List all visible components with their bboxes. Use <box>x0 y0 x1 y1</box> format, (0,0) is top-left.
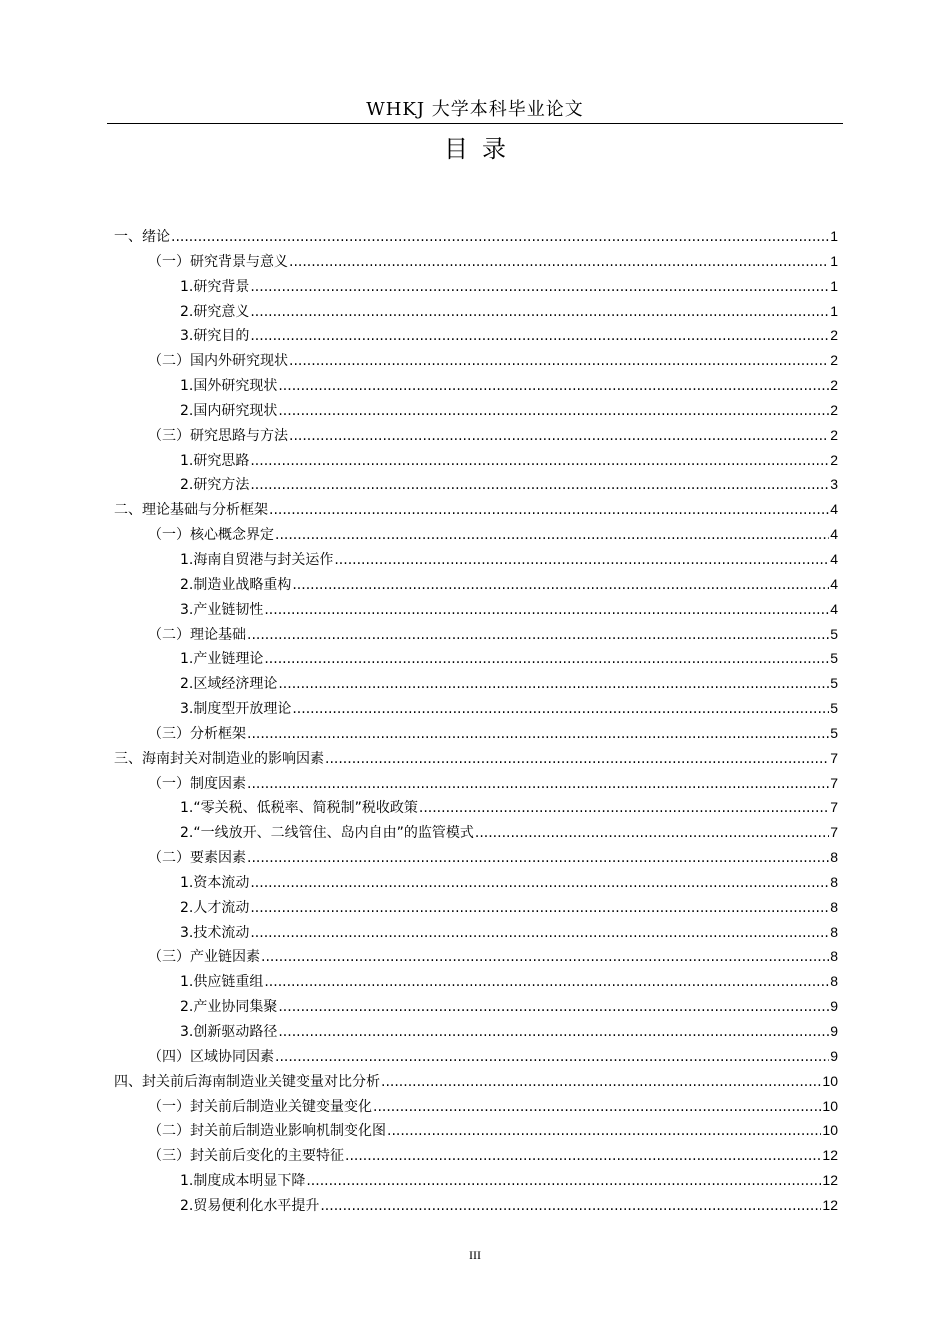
toc-entry-text: （三）封关前后变化的主要特征 <box>148 1148 344 1165</box>
toc-dot-leader <box>250 449 829 473</box>
toc-entry[interactable] <box>114 547 838 572</box>
toc-entry-text: 3.制度型开放理论 <box>180 701 292 718</box>
toc-entry-text: 2.产业协同集聚 <box>180 999 278 1016</box>
toc-dot-leader <box>278 995 829 1019</box>
toc-entry-page: 9 <box>830 1023 838 1039</box>
toc-entry-page: 7 <box>830 774 838 791</box>
toc-entry-text: （三）产业链因素 <box>148 949 260 966</box>
toc-entry[interactable] <box>114 1193 838 1218</box>
toc-dot-leader <box>250 300 829 324</box>
toc-entry[interactable] <box>114 597 838 622</box>
toc-entry-text: （一）研究背景与意义 <box>148 253 288 270</box>
toc-dot-leader <box>292 697 829 721</box>
toc-entry-page: 2 <box>830 451 838 468</box>
toc-entry-page: 4 <box>830 550 838 567</box>
toc-entry-text: 1.海南自贸港与封关运作 <box>180 551 334 568</box>
toc-title: 目录 <box>444 135 520 163</box>
toc-entry-page: 8 <box>830 973 838 990</box>
toc-entry-text: 3.研究目的 <box>180 328 250 345</box>
toc-entry[interactable] <box>114 572 838 597</box>
toc-entry-page: 8 <box>830 898 838 915</box>
toc-entry-text: 2.区域经济理论 <box>180 676 278 693</box>
toc-entry-text: 三、海南封关对制造业的影响因素 <box>114 750 324 767</box>
toc-entry[interactable] <box>114 398 838 423</box>
toc-entry-text: （二）封关前后制造业影响机制变化图 <box>148 1123 386 1140</box>
toc-entry-page: 3 <box>830 476 838 493</box>
toc-entry-page: 5 <box>830 675 838 692</box>
toc-entry[interactable] <box>114 1143 838 1168</box>
toc-dot-leader <box>334 548 829 572</box>
toc-entry-page: 7 <box>830 749 838 766</box>
toc-dot-leader <box>475 821 829 845</box>
toc-entry[interactable] <box>114 423 838 448</box>
toc-dot-leader <box>275 523 829 547</box>
toc-entry-page: 4 <box>830 501 838 518</box>
toc-entry-page: 4 <box>830 600 838 617</box>
toc-entry[interactable] <box>114 944 838 969</box>
toc-dot-leader <box>250 324 829 348</box>
toc-entry[interactable] <box>114 622 838 647</box>
toc-entry[interactable] <box>114 671 838 696</box>
toc-dot-leader <box>419 796 829 820</box>
toc-entry-text: 2.研究方法 <box>180 477 250 494</box>
toc-entry-page: 2 <box>830 352 838 369</box>
toc-dot-leader <box>289 349 829 373</box>
toc-entry-page: 10 <box>822 1097 838 1114</box>
toc-entry[interactable] <box>114 696 838 721</box>
toc-dot-leader <box>373 1095 821 1119</box>
toc-entry-text: 四、封关前后海南制造业关键变量对比分析 <box>114 1073 380 1090</box>
toc-entry[interactable] <box>114 994 838 1019</box>
toc-dot-leader <box>387 1119 821 1143</box>
toc-dot-leader <box>278 399 829 423</box>
page-header-title: WHKJ 大学本科毕业论文 <box>366 99 584 120</box>
toc-entry-text: （二）要素因素 <box>148 850 246 867</box>
toc-entry-text: 1.制度成本明显下降 <box>180 1173 306 1190</box>
toc-entry[interactable] <box>114 969 838 994</box>
toc-entry[interactable] <box>114 1168 838 1193</box>
toc-entry-text: 2.制造业战略重构 <box>180 576 292 593</box>
toc-entry-page: 2 <box>830 377 838 394</box>
toc-entry-text: 1.资本流动 <box>180 874 250 891</box>
toc-dot-leader <box>250 473 829 497</box>
toc-entry-text: （三）分析框架 <box>148 725 246 742</box>
toc-dot-leader <box>247 772 829 796</box>
toc-entry-text: 1.国外研究现状 <box>180 378 278 395</box>
toc-entry-text: 2.人才流动 <box>180 899 250 916</box>
toc-entry[interactable] <box>114 920 838 945</box>
page-number: III <box>469 1248 481 1262</box>
toc-dot-leader <box>171 225 829 249</box>
toc-entry-page: 5 <box>830 724 838 741</box>
toc-entry[interactable] <box>114 646 838 671</box>
toc-dot-leader <box>250 921 829 945</box>
toc-dot-leader <box>289 424 829 448</box>
toc-entry-page: 4 <box>830 526 838 543</box>
toc-entry-text: 1.供应链重组 <box>180 974 264 991</box>
toc-entry[interactable] <box>114 1044 838 1069</box>
toc-entry-page: 7 <box>830 824 838 841</box>
toc-dot-leader <box>278 1020 829 1044</box>
toc-entry-text: 1.研究思路 <box>180 452 250 469</box>
toc-entry[interactable] <box>114 746 838 771</box>
toc-dot-leader <box>247 846 829 870</box>
toc-entry-page: 5 <box>830 625 838 642</box>
toc-entry[interactable] <box>114 721 838 746</box>
toc-entry-page: 8 <box>830 948 838 965</box>
toc-entry-page: 8 <box>830 923 838 940</box>
toc-entry-text: 2.“一线放开、二线管住、岛内自由”的监管模式 <box>180 825 474 842</box>
header-divider <box>107 123 843 124</box>
toc-entry-text: （二）国内外研究现状 <box>148 353 288 370</box>
toc-entry[interactable] <box>114 820 838 845</box>
toc-entry-text: 一、绪论 <box>114 229 170 245</box>
toc-dot-leader <box>325 747 829 771</box>
toc-entry-page: 12 <box>822 1172 838 1189</box>
toc-entry-page: 10 <box>822 1122 838 1139</box>
toc-entry-page: 9 <box>830 1047 838 1064</box>
toc-entry-text: 2.研究意义 <box>180 303 250 320</box>
toc-entry-text: 3.技术流动 <box>180 924 250 941</box>
toc-entry-text: 3.创新驱动路径 <box>180 1024 278 1040</box>
toc-entry[interactable] <box>114 497 838 522</box>
toc-entry[interactable] <box>114 845 838 870</box>
table-of-contents <box>114 224 838 1218</box>
toc-entry-text: 1.研究背景 <box>180 278 250 295</box>
toc-entry-text: 1.产业链理论 <box>180 651 264 668</box>
toc-entry-page: 1 <box>830 228 838 244</box>
toc-entry[interactable] <box>114 274 838 299</box>
toc-entry-page: 2 <box>830 327 838 344</box>
toc-dot-leader <box>320 1194 821 1218</box>
toc-entry-page: 1 <box>830 277 838 294</box>
toc-entry[interactable] <box>114 771 838 796</box>
toc-entry[interactable] <box>114 348 838 373</box>
toc-dot-leader <box>381 1070 821 1094</box>
toc-entry-text: （一）核心概念界定 <box>148 527 274 544</box>
toc-entry-page: 7 <box>830 799 838 816</box>
toc-dot-leader <box>247 623 829 647</box>
toc-entry[interactable] <box>114 472 838 497</box>
toc-dot-leader <box>269 498 829 522</box>
toc-entry[interactable] <box>114 323 838 348</box>
toc-entry[interactable] <box>114 870 838 895</box>
toc-entry-text: 2.贸易便利化水平提升 <box>180 1197 320 1214</box>
toc-dot-leader <box>306 1169 821 1193</box>
toc-entry-text: （二）理论基础 <box>148 626 246 643</box>
toc-entry-text: 二、理论基础与分析框架 <box>114 502 268 519</box>
toc-dot-leader <box>264 647 829 671</box>
toc-entry-text: （一）封关前后制造业关键变量变化 <box>148 1098 372 1115</box>
toc-dot-leader <box>289 250 829 274</box>
toc-dot-leader <box>264 598 829 622</box>
toc-dot-leader <box>278 672 829 696</box>
toc-entry-page: 8 <box>830 849 838 866</box>
toc-entry-page: 1 <box>830 302 838 319</box>
toc-entry[interactable] <box>114 795 838 820</box>
toc-dot-leader <box>250 896 829 920</box>
toc-dot-leader <box>275 1045 829 1069</box>
toc-entry-text: （四）区域协同因素 <box>148 1048 274 1065</box>
toc-entry-text: 1.“零关税、低税率、简税制”税收政策 <box>180 800 418 817</box>
toc-entry-page: 1 <box>830 252 838 269</box>
toc-dot-leader <box>250 275 829 299</box>
toc-dot-leader <box>250 871 829 895</box>
toc-entry[interactable] <box>114 522 838 547</box>
toc-entry-page: 4 <box>830 575 838 592</box>
toc-entry-page: 5 <box>830 700 838 717</box>
toc-entry-page: 12 <box>822 1196 838 1213</box>
toc-entry-page: 5 <box>830 650 838 667</box>
toc-entry[interactable] <box>114 1118 838 1143</box>
toc-entry[interactable] <box>114 448 838 473</box>
toc-entry-page: 8 <box>830 873 838 890</box>
toc-entry-page: 9 <box>830 998 838 1015</box>
toc-entry-text: （三）研究思路与方法 <box>148 427 288 444</box>
toc-entry[interactable] <box>114 895 838 920</box>
toc-entry-text: 3.产业链韧性 <box>180 601 264 618</box>
toc-dot-leader <box>264 970 829 994</box>
toc-entry-page: 10 <box>822 1072 838 1089</box>
toc-entry[interactable] <box>114 224 838 249</box>
toc-dot-leader <box>345 1144 821 1168</box>
toc-dot-leader <box>278 374 829 398</box>
toc-entry[interactable] <box>114 299 838 324</box>
toc-entry[interactable] <box>114 1094 838 1119</box>
toc-entry-page: 2 <box>830 401 838 418</box>
toc-entry-page: 2 <box>830 426 838 443</box>
toc-dot-leader <box>292 573 829 597</box>
toc-entry-text: （一）制度因素 <box>148 775 246 792</box>
toc-entry[interactable] <box>114 1019 838 1044</box>
toc-entry[interactable] <box>114 249 838 274</box>
toc-dot-leader <box>261 945 829 969</box>
toc-entry-text: 2.国内研究现状 <box>180 402 278 419</box>
toc-entry[interactable] <box>114 373 838 398</box>
toc-dot-leader <box>247 722 829 746</box>
toc-entry-page: 12 <box>822 1147 838 1164</box>
toc-entry[interactable] <box>114 1069 838 1094</box>
